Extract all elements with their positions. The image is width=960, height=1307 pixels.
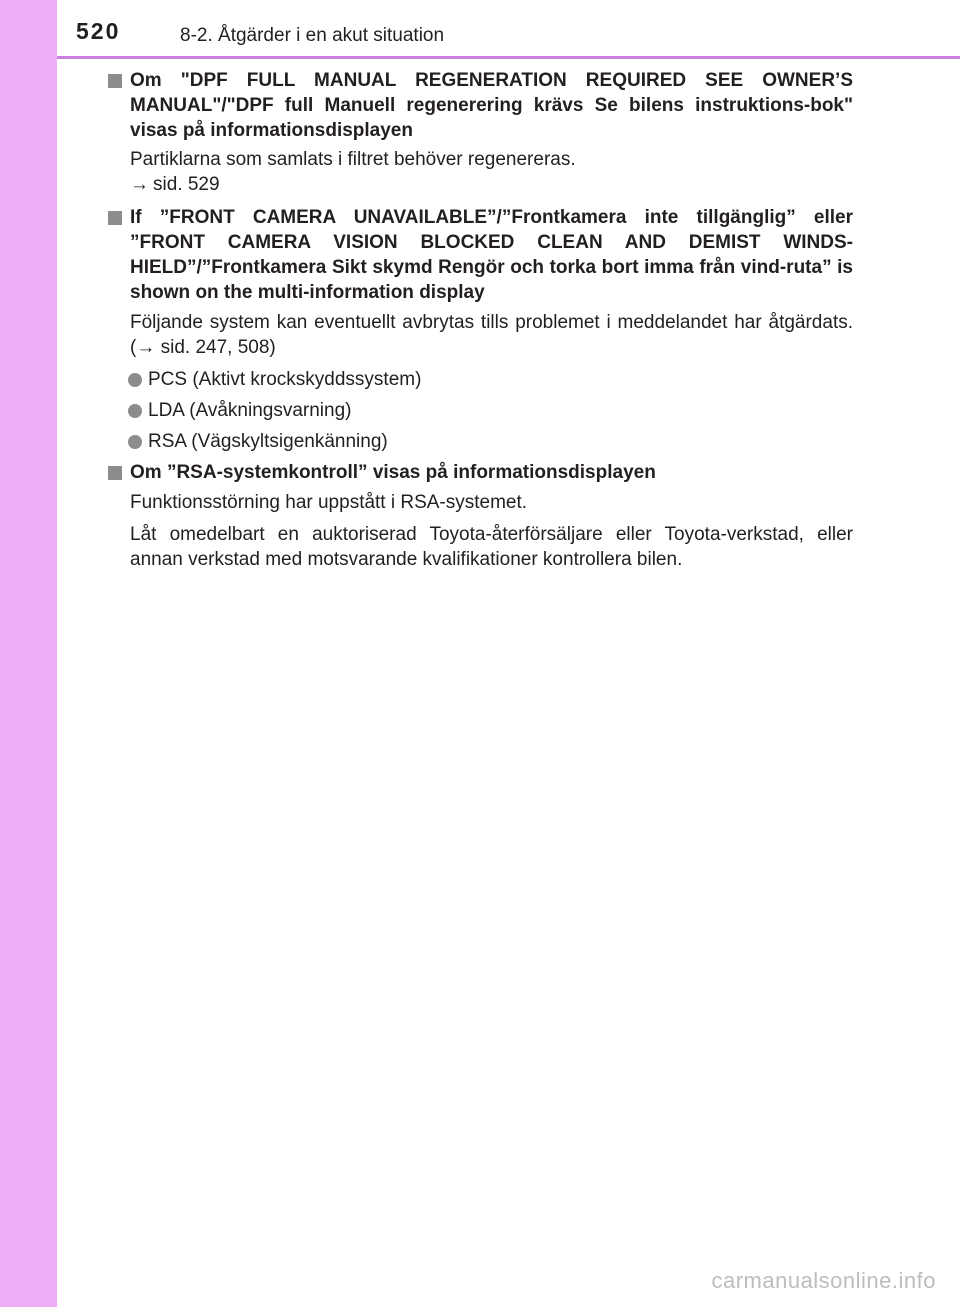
square-bullet-icon <box>108 74 122 88</box>
page-reference-link[interactable]: sid. 247, 508) <box>155 337 276 358</box>
list-item-label: PCS (Aktivt krockskyddssystem) <box>148 369 422 390</box>
section-heading: Om ”RSA-systemkontroll” visas på informationsdisplayen <box>130 462 656 483</box>
circle-bullet-icon <box>128 373 142 387</box>
section-body: Partiklarna som samlats i filtret behöver regenereras. <box>130 149 576 170</box>
section-dpf <box>108 68 853 143</box>
circle-bullet-icon <box>128 435 142 449</box>
sidebar-tab <box>0 0 57 1307</box>
section-heading: If ”FRONT CAMERA UNAVAILABLE”/”Frontkamera inte tillgänglig” eller ”FRONT CAMERA VISION BLOCKED CLEAN AND DEMIST WINDS-HIELD”/”Frontkamera Sikt skymd Rengör och torka bort imma från vind-ruta” is shown on the multi-information display <box>130 207 853 303</box>
square-bullet-icon <box>108 211 122 225</box>
list-item-label: RSA (Vägskyltsigenkänning) <box>148 431 388 452</box>
page-reference <box>108 172 853 197</box>
section-body: Låt omedelbart en auktoriserad Toyota-återförsäljare eller Toyota-verkstad, eller annan verkstad med motsvarande kvalifikationer kontrollera bilen. <box>130 524 853 570</box>
page-reference-link[interactable]: sid. 529 <box>153 174 220 195</box>
square-bullet-icon <box>108 466 122 480</box>
section-body <box>108 310 853 360</box>
list-item <box>108 367 853 392</box>
body-text: Följande system kan eventuellt avbrytas tills problemet i meddelandet har åtgärdats. ( <box>130 312 853 358</box>
arrow-right-icon: → <box>130 174 149 195</box>
section-title: 8-2. Åtgärder i en akut situation <box>180 25 445 46</box>
arrow-right-icon: → <box>136 337 156 358</box>
page-content <box>108 68 853 572</box>
section-rsa <box>108 460 853 485</box>
section-body: Funktionsstörning har uppstått i RSA-systemet. <box>130 492 528 513</box>
circle-bullet-icon <box>128 404 142 418</box>
list-item <box>108 398 853 423</box>
section-heading: Om "DPF FULL MANUAL REGENERATION REQUIRED SEE OWNER’S MANUAL"/"DPF full Manuell regenerering krävs Se bilens instruktions-bok" visas på informationsdisplayen <box>130 70 853 141</box>
header-rule <box>57 56 960 59</box>
page-number: 520 <box>76 18 121 44</box>
watermark: carmanualsonline.info <box>711 1268 936 1293</box>
list-item <box>108 429 853 454</box>
section-front-camera <box>108 205 853 305</box>
list-item-label: LDA (Avåkningsvarning) <box>148 400 352 421</box>
